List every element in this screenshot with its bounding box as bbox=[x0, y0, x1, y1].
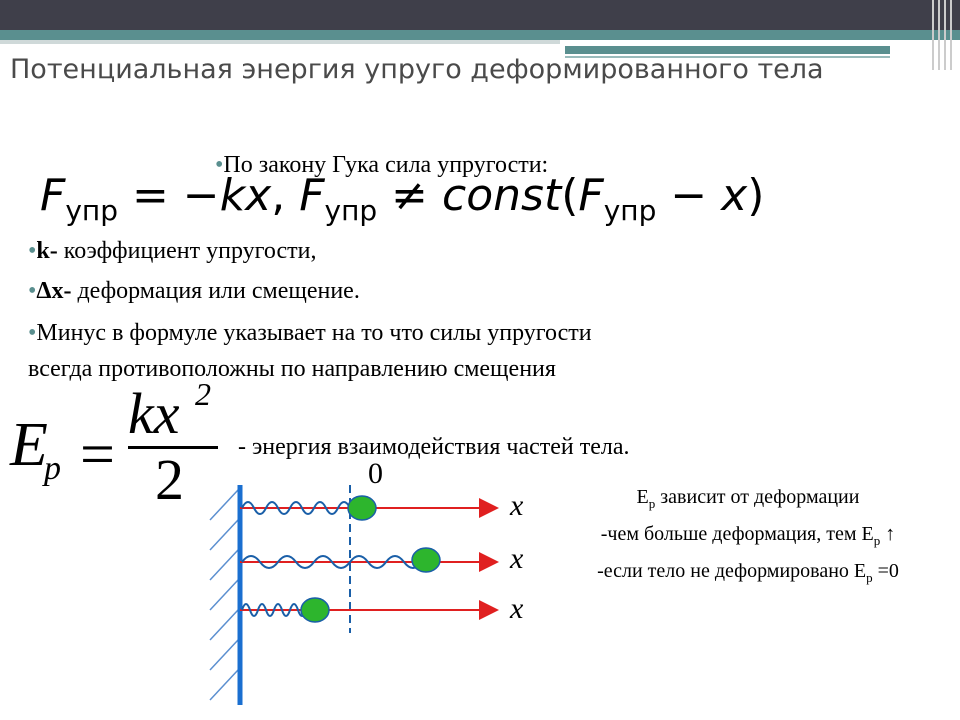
bullet-minus: •Минус в формуле указывает на то что силы упругости bbox=[28, 320, 592, 346]
note-line-1: $E_р$ зависит от деформации bbox=[636, 486, 860, 511]
bullet-hooke: •По закону Гука сила упругости: bbox=[215, 152, 549, 178]
energy-description: - энергия взаимодействия частей тела. bbox=[238, 434, 630, 460]
ball-3 bbox=[301, 598, 329, 622]
zero-label: 0 bbox=[368, 457, 383, 490]
page-title: Потенциальная энергия упруго деформированного тела bbox=[10, 54, 824, 85]
spring-diagram bbox=[200, 455, 540, 705]
hooke-formula: $F_{упр} = -kx$, $F_{упр}$ ≠ $const(F_{упр} - x)$ bbox=[40, 170, 765, 227]
note-line-3: -если тело не деформировано $E_р =0$ bbox=[597, 560, 899, 585]
x-label-2: x bbox=[510, 542, 524, 575]
x-label-1: x bbox=[510, 489, 524, 522]
accent-stripe bbox=[0, 30, 960, 40]
note-line-2: -чем больше деформация, тем $E_р$ ↑ bbox=[600, 523, 896, 548]
energy-formula: E p = kx 2 2 bbox=[0, 380, 240, 520]
top-bar bbox=[0, 0, 960, 30]
ball-2 bbox=[412, 548, 440, 572]
decorative-lines bbox=[928, 0, 958, 70]
bullet-k: •k- коэффициент упругости, bbox=[28, 238, 317, 264]
x-label-3: x bbox=[510, 592, 524, 625]
wall-hatching bbox=[210, 490, 238, 700]
energy-notes bbox=[538, 482, 958, 593]
accent-stripe-light bbox=[0, 40, 560, 44]
bullet-dx: •Δx- деформация или смещение. bbox=[28, 278, 360, 304]
ball-1 bbox=[348, 496, 376, 520]
bullet-minus-cont: всегда противоположны по направлению смещения bbox=[28, 356, 556, 382]
